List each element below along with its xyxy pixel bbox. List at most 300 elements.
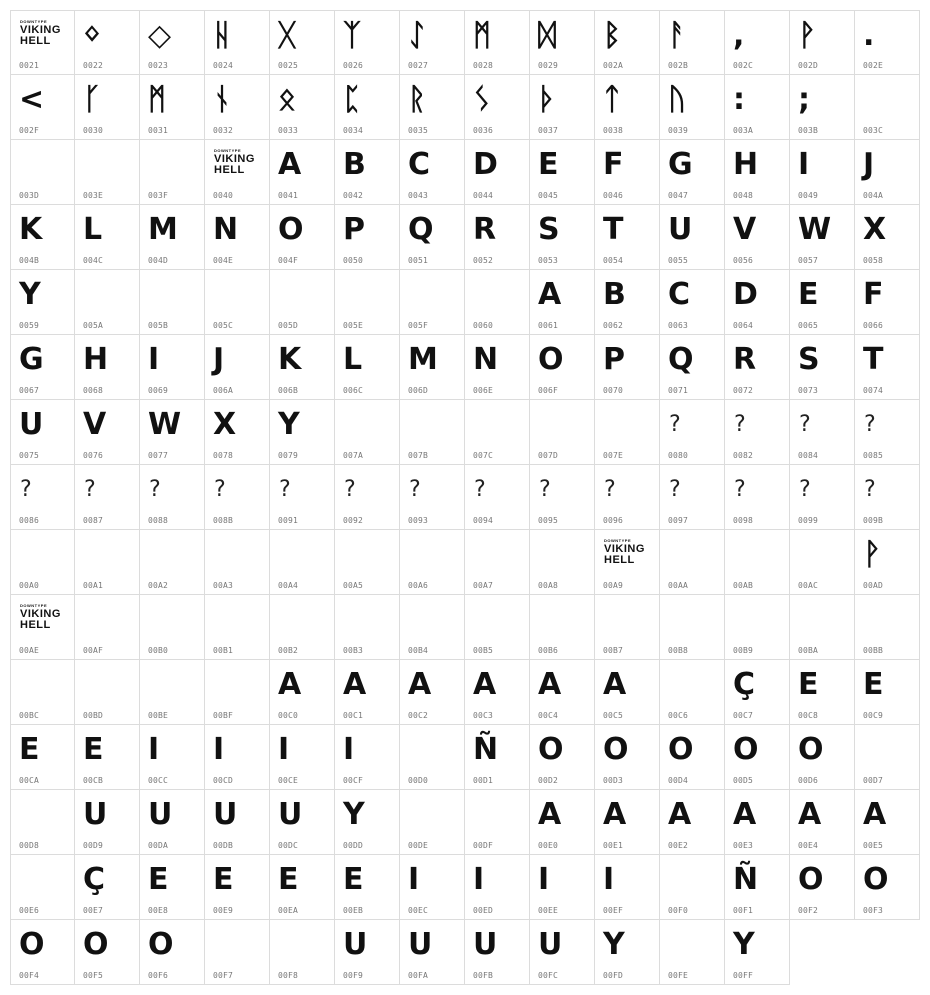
glyph-cell[interactable]: [790, 855, 855, 920]
glyph-cell[interactable]: [10, 530, 75, 595]
glyph-cell[interactable]: [10, 10, 75, 75]
glyph-cell[interactable]: [790, 660, 855, 725]
glyph-cell[interactable]: [595, 205, 660, 270]
glyph-sample: [19, 146, 69, 184]
glyph-cell[interactable]: [205, 725, 270, 790]
glyph-cell[interactable]: [205, 920, 270, 985]
glyph-cell[interactable]: [400, 595, 465, 660]
codepoint-label: 0091: [278, 516, 299, 525]
codepoint-label: 0023: [148, 61, 169, 70]
glyph-cell[interactable]: [530, 920, 595, 985]
glyph-sample: [603, 601, 653, 639]
codepoint-label: 00B7: [603, 646, 624, 655]
glyph-cell[interactable]: [855, 75, 920, 140]
glyph-cell[interactable]: [400, 855, 465, 920]
glyph-cell[interactable]: [400, 790, 465, 855]
glyph-cell[interactable]: [205, 530, 270, 595]
glyph-cell[interactable]: [10, 595, 75, 660]
glyph-sample: E: [83, 732, 104, 767]
glyph-cell[interactable]: [335, 725, 400, 790]
glyph-cell[interactable]: [790, 790, 855, 855]
codepoint-label: 002C: [733, 61, 754, 70]
glyph-cell[interactable]: [400, 725, 465, 790]
glyph-cell[interactable]: [465, 855, 530, 920]
glyph-cell[interactable]: [595, 790, 660, 855]
glyph-sample: N: [213, 212, 239, 247]
glyph-cell[interactable]: [855, 140, 920, 205]
glyph-cell[interactable]: [10, 790, 75, 855]
glyph-cell[interactable]: [75, 205, 140, 270]
glyph-cell[interactable]: [660, 530, 725, 595]
glyph-cell[interactable]: [10, 140, 75, 205]
glyph-cell[interactable]: [790, 10, 855, 75]
glyph-cell[interactable]: [725, 530, 790, 595]
glyph-cell[interactable]: [855, 465, 920, 530]
glyph-cell[interactable]: [10, 660, 75, 725]
glyph-cell[interactable]: [75, 790, 140, 855]
glyph-cell[interactable]: [270, 75, 335, 140]
glyph-cell[interactable]: [10, 335, 75, 400]
glyph-cell[interactable]: [335, 205, 400, 270]
codepoint-label: 005F: [408, 321, 429, 330]
glyph-sample: K: [19, 212, 43, 247]
glyph-cell[interactable]: [140, 335, 205, 400]
glyph-cell[interactable]: [725, 725, 790, 790]
glyph-sample: E: [538, 147, 559, 182]
codepoint-label: 00E9: [213, 906, 234, 915]
glyph-cell[interactable]: [465, 465, 530, 530]
codepoint-label: 00D5: [733, 776, 754, 785]
glyph-cell[interactable]: [725, 855, 790, 920]
codepoint-label: 006F: [538, 386, 559, 395]
glyph-sample: [278, 536, 328, 574]
glyph-cell[interactable]: [335, 530, 400, 595]
glyph-cell[interactable]: [660, 920, 725, 985]
glyph-sample: [733, 601, 783, 639]
glyph-cell[interactable]: [10, 75, 75, 140]
glyph-cell[interactable]: [855, 595, 920, 660]
glyph-cell[interactable]: [855, 10, 920, 75]
glyph-cell[interactable]: [335, 10, 400, 75]
glyph-cell[interactable]: [75, 595, 140, 660]
glyph-cell[interactable]: [465, 140, 530, 205]
glyph-cell[interactable]: [855, 855, 920, 920]
glyph-cell[interactable]: [530, 855, 595, 920]
glyph-sample: U: [148, 797, 173, 832]
glyph-cell[interactable]: [400, 465, 465, 530]
glyph-sample: O: [668, 732, 694, 767]
glyph-cell[interactable]: [465, 205, 530, 270]
glyph-cell[interactable]: [660, 465, 725, 530]
glyph-cell[interactable]: [75, 10, 140, 75]
glyph-cell[interactable]: [595, 10, 660, 75]
glyph-sample: [538, 601, 588, 639]
glyph-cell[interactable]: [595, 465, 660, 530]
glyph-cell[interactable]: [790, 270, 855, 335]
glyph-cell[interactable]: [855, 400, 920, 465]
glyph-sample: ᚢ: [668, 82, 686, 117]
codepoint-label: 0035: [408, 126, 429, 135]
glyph-cell[interactable]: [790, 400, 855, 465]
glyph-cell[interactable]: [855, 270, 920, 335]
glyph-cell[interactable]: [855, 790, 920, 855]
codepoint-label: 0068: [83, 386, 104, 395]
glyph-sample: I: [148, 342, 160, 377]
codepoint-label: 003C: [863, 126, 884, 135]
glyph-cell[interactable]: [530, 790, 595, 855]
codepoint-label: 0099: [798, 516, 819, 525]
glyph-sample: [148, 666, 198, 704]
codepoint-label: 002E: [863, 61, 884, 70]
glyph-cell[interactable]: [595, 920, 660, 985]
glyph-cell[interactable]: [855, 205, 920, 270]
glyph-cell[interactable]: [465, 920, 530, 985]
glyph-cell[interactable]: [205, 10, 270, 75]
glyph-cell[interactable]: [595, 270, 660, 335]
glyph-cell[interactable]: [270, 270, 335, 335]
codepoint-label: 0040: [213, 191, 234, 200]
glyph-cell[interactable]: [205, 270, 270, 335]
glyph-cell[interactable]: [270, 335, 335, 400]
glyph-cell[interactable]: [660, 595, 725, 660]
glyph-cell[interactable]: [205, 75, 270, 140]
glyph-cell[interactable]: [530, 270, 595, 335]
glyph-cell[interactable]: [530, 10, 595, 75]
glyph-cell[interactable]: [660, 855, 725, 920]
glyph-cell[interactable]: [530, 205, 595, 270]
glyph-cell[interactable]: [140, 465, 205, 530]
glyph-cell[interactable]: [790, 725, 855, 790]
glyph-cell[interactable]: [855, 660, 920, 725]
glyph-cell[interactable]: [725, 140, 790, 205]
glyph-cell[interactable]: [400, 920, 465, 985]
glyph-sample: H: [83, 342, 109, 377]
glyph-cell[interactable]: [660, 660, 725, 725]
glyph-cell[interactable]: [140, 140, 205, 205]
glyph-cell[interactable]: [140, 270, 205, 335]
glyph-cell[interactable]: [530, 660, 595, 725]
glyph-cell[interactable]: [660, 335, 725, 400]
glyph-cell[interactable]: [790, 465, 855, 530]
glyph-cell[interactable]: [335, 140, 400, 205]
codepoint-label: 005E: [343, 321, 364, 330]
codepoint-label: 00CD: [213, 776, 234, 785]
glyph-cell[interactable]: [660, 790, 725, 855]
glyph-cell[interactable]: [140, 75, 205, 140]
glyph-cell[interactable]: [530, 140, 595, 205]
glyph-cell[interactable]: [530, 335, 595, 400]
glyph-cell[interactable]: [270, 660, 335, 725]
glyph-sample: W: [148, 407, 182, 442]
glyph-cell[interactable]: [270, 530, 335, 595]
glyph-cell[interactable]: [725, 75, 790, 140]
glyph-cell[interactable]: [725, 270, 790, 335]
glyph-cell[interactable]: [10, 465, 75, 530]
glyph-cell[interactable]: [595, 660, 660, 725]
glyph-cell[interactable]: [205, 660, 270, 725]
codepoint-label: 00DE: [408, 841, 429, 850]
glyph-sample: R: [733, 342, 757, 377]
codepoint-label: 00F6: [148, 971, 169, 980]
glyph-cell[interactable]: [205, 205, 270, 270]
glyph-cell[interactable]: [530, 75, 595, 140]
codepoint-label: 006A: [213, 386, 234, 395]
glyph-cell[interactable]: [465, 790, 530, 855]
glyph-cell[interactable]: [465, 10, 530, 75]
glyph-cell[interactable]: [790, 595, 855, 660]
glyph-cell[interactable]: [75, 400, 140, 465]
glyph-cell[interactable]: [465, 725, 530, 790]
glyph-sample: ᚺ: [213, 18, 231, 53]
glyph-cell[interactable]: [140, 660, 205, 725]
glyph-cell[interactable]: [75, 660, 140, 725]
glyph-cell[interactable]: [400, 270, 465, 335]
glyph-sample: [668, 666, 718, 704]
glyph-sample: [343, 406, 393, 444]
glyph-cell[interactable]: [75, 270, 140, 335]
glyph-cell[interactable]: [660, 10, 725, 75]
glyph-sample: :: [733, 82, 745, 117]
glyph-cell[interactable]: [530, 465, 595, 530]
glyph-cell[interactable]: [270, 465, 335, 530]
codepoint-label: 002A: [603, 61, 624, 70]
glyph-cell[interactable]: [725, 465, 790, 530]
glyph-cell[interactable]: [790, 75, 855, 140]
glyph-cell[interactable]: [465, 270, 530, 335]
glyph-sample: I: [408, 862, 420, 897]
glyph-cell[interactable]: [595, 530, 660, 595]
glyph-cell[interactable]: [465, 530, 530, 595]
glyph-sample: [408, 731, 458, 769]
glyph-cell[interactable]: [790, 205, 855, 270]
glyph-cell[interactable]: [855, 725, 920, 790]
glyph-cell[interactable]: [660, 400, 725, 465]
codepoint-label: 006E: [473, 386, 494, 395]
glyph-sample: V: [83, 407, 107, 442]
glyph-sample: I: [343, 732, 355, 767]
glyph-sample: P: [343, 212, 365, 247]
codepoint-label: 00A8: [538, 581, 559, 590]
glyph-cell[interactable]: [270, 205, 335, 270]
glyph-cell[interactable]: [595, 75, 660, 140]
glyph-sample: [408, 536, 458, 574]
glyph-sample: F: [863, 277, 884, 312]
glyph-cell[interactable]: [140, 920, 205, 985]
glyph-cell[interactable]: [205, 595, 270, 660]
glyph-cell[interactable]: [790, 140, 855, 205]
glyph-cell[interactable]: [270, 855, 335, 920]
glyph-sample: A: [538, 277, 562, 312]
glyph-cell[interactable]: [595, 725, 660, 790]
glyph-sample: [798, 601, 848, 639]
glyph-cell[interactable]: [335, 400, 400, 465]
glyph-sample: [148, 601, 198, 639]
codepoint-label: 00F9: [343, 971, 364, 980]
glyph-cell[interactable]: [530, 725, 595, 790]
glyph-cell[interactable]: [140, 530, 205, 595]
glyph-sample: R: [473, 212, 497, 247]
codepoint-label: 00F5: [83, 971, 104, 980]
glyph-cell[interactable]: [660, 725, 725, 790]
glyph-cell[interactable]: [725, 660, 790, 725]
glyph-cell[interactable]: [725, 10, 790, 75]
glyph-sample: S: [538, 212, 560, 247]
glyph-cell[interactable]: [270, 920, 335, 985]
glyph-cell[interactable]: [10, 205, 75, 270]
glyph-cell[interactable]: [140, 10, 205, 75]
glyph-cell[interactable]: [465, 400, 530, 465]
glyph-cell[interactable]: [400, 335, 465, 400]
codepoint-label: 00D6: [798, 776, 819, 785]
glyph-cell[interactable]: [400, 140, 465, 205]
codepoint-label: 0060: [473, 321, 494, 330]
glyph-cell[interactable]: [140, 595, 205, 660]
glyph-cell[interactable]: [10, 855, 75, 920]
glyph-sample: M: [148, 212, 178, 247]
glyph-cell[interactable]: [205, 400, 270, 465]
glyph-cell[interactable]: [270, 595, 335, 660]
codepoint-label: 00B8: [668, 646, 689, 655]
codepoint-label: 00CC: [148, 776, 169, 785]
glyph-cell[interactable]: [10, 920, 75, 985]
codepoint-label: 0057: [798, 256, 819, 265]
glyph-sample: [408, 796, 458, 834]
glyph-cell[interactable]: [465, 595, 530, 660]
glyph-cell[interactable]: [335, 855, 400, 920]
glyph-cell[interactable]: [725, 205, 790, 270]
glyph-cell[interactable]: [10, 270, 75, 335]
glyph-cell[interactable]: [335, 660, 400, 725]
glyph-cell[interactable]: [660, 270, 725, 335]
codepoint-label: 0055: [668, 256, 689, 265]
glyph-sample: O: [863, 862, 889, 897]
glyph-cell[interactable]: [140, 400, 205, 465]
glyph-cell[interactable]: [725, 400, 790, 465]
glyph-cell[interactable]: [75, 465, 140, 530]
codepoint-label: 0038: [603, 126, 624, 135]
codepoint-label: 00DF: [473, 841, 494, 850]
codepoint-label: 00F0: [668, 906, 689, 915]
glyph-sample: U: [668, 212, 693, 247]
codepoint-label: 00B9: [733, 646, 754, 655]
codepoint-label: 00E8: [148, 906, 169, 915]
codepoint-label: 0034: [343, 126, 364, 135]
glyph-sample: U: [473, 927, 498, 962]
glyph-cell[interactable]: [335, 270, 400, 335]
glyph-cell[interactable]: [660, 205, 725, 270]
glyph-cell[interactable]: [75, 855, 140, 920]
glyph-cell[interactable]: [75, 140, 140, 205]
glyph-cell[interactable]: [75, 530, 140, 595]
glyph-cell[interactable]: [400, 75, 465, 140]
glyph-cell[interactable]: [205, 790, 270, 855]
glyph-sample: ᛒ: [603, 18, 621, 53]
glyph-cell[interactable]: [335, 595, 400, 660]
glyph-sample: [19, 536, 69, 574]
glyph-cell[interactable]: [140, 790, 205, 855]
glyph-cell[interactable]: [725, 595, 790, 660]
glyph-cell[interactable]: [595, 335, 660, 400]
glyph-cell[interactable]: [270, 725, 335, 790]
glyph-cell[interactable]: [400, 530, 465, 595]
codepoint-label: 004F: [278, 256, 299, 265]
glyph-cell[interactable]: [595, 595, 660, 660]
glyph-cell[interactable]: [335, 790, 400, 855]
glyph-cell[interactable]: [140, 725, 205, 790]
codepoint-label: 00C7: [733, 711, 754, 720]
glyph-cell[interactable]: [270, 400, 335, 465]
glyph-cell[interactable]: [595, 140, 660, 205]
glyph-cell[interactable]: [140, 205, 205, 270]
glyph-cell[interactable]: [75, 920, 140, 985]
glyph-cell[interactable]: [530, 530, 595, 595]
glyph-cell[interactable]: [335, 335, 400, 400]
glyph-cell[interactable]: [75, 725, 140, 790]
glyph-cell[interactable]: [660, 140, 725, 205]
glyph-cell[interactable]: [790, 530, 855, 595]
codepoint-label: 0024: [213, 61, 234, 70]
glyph-sample: Q: [668, 342, 694, 377]
glyph-cell[interactable]: [75, 75, 140, 140]
glyph-cell[interactable]: [75, 335, 140, 400]
glyph-cell[interactable]: [725, 335, 790, 400]
glyph-cell[interactable]: [465, 335, 530, 400]
glyph-sample: F: [603, 147, 624, 182]
glyph-cell[interactable]: [725, 920, 790, 985]
glyph-cell[interactable]: [725, 790, 790, 855]
glyph-cell[interactable]: [335, 920, 400, 985]
glyph-cell[interactable]: [595, 400, 660, 465]
glyph-cell[interactable]: [400, 10, 465, 75]
glyph-cell[interactable]: [790, 335, 855, 400]
codepoint-label: 00A5: [343, 581, 364, 590]
glyph-cell[interactable]: [205, 465, 270, 530]
glyph-cell[interactable]: [465, 660, 530, 725]
glyph-cell[interactable]: [270, 10, 335, 75]
glyph-cell[interactable]: [400, 400, 465, 465]
codepoint-label: 0026: [343, 61, 364, 70]
glyph-cell[interactable]: [205, 855, 270, 920]
codepoint-label: 0041: [278, 191, 299, 200]
codepoint-label: 0031: [148, 126, 169, 135]
codepoint-label: 00A9: [603, 581, 624, 590]
glyph-cell[interactable]: [595, 855, 660, 920]
glyph-cell[interactable]: [400, 205, 465, 270]
glyph-cell[interactable]: [335, 75, 400, 140]
codepoint-label: 0085: [863, 451, 884, 460]
codepoint-label: 0027: [408, 61, 429, 70]
glyph-cell[interactable]: [660, 75, 725, 140]
glyph-cell[interactable]: [10, 725, 75, 790]
glyph-cell[interactable]: [270, 140, 335, 205]
glyph-cell[interactable]: [205, 335, 270, 400]
glyph-cell[interactable]: [530, 595, 595, 660]
glyph-sample: [668, 926, 718, 964]
glyph-cell[interactable]: [530, 400, 595, 465]
glyph-cell[interactable]: [855, 335, 920, 400]
glyph-cell[interactable]: [140, 855, 205, 920]
glyph-cell[interactable]: [270, 790, 335, 855]
glyph-cell[interactable]: [205, 140, 270, 205]
glyph-cell[interactable]: [855, 530, 920, 595]
codepoint-label: 00FA: [408, 971, 429, 980]
glyph-cell[interactable]: [465, 75, 530, 140]
glyph-cell[interactable]: [335, 465, 400, 530]
glyph-cell[interactable]: [400, 660, 465, 725]
codepoint-label: 00C1: [343, 711, 364, 720]
glyph-cell[interactable]: [10, 400, 75, 465]
missing-glyph-box: ?: [668, 412, 682, 437]
